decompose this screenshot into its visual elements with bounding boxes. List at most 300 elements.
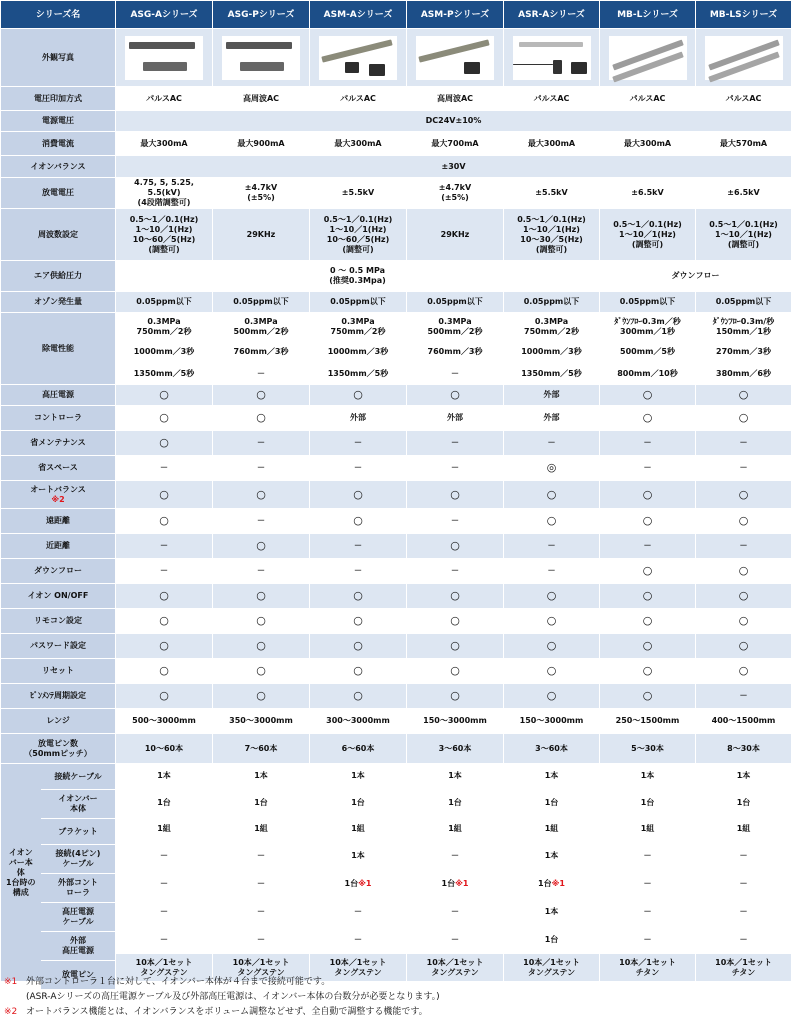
cell: － (213, 926, 310, 954)
product-photo-asg-a (116, 29, 213, 87)
cell: ﾀﾞｳﾝﾌﾛｰ0.3m/秒 150mm／1秒 (696, 313, 791, 341)
footnote-1-detail: (ASR-Aシリーズの高圧電源ケーブル及び外部高圧電源は、イオンバー本体の台数分が必要となります。) (26, 992, 440, 1002)
cell: 400～1500mm (696, 709, 791, 734)
cell: ○ (600, 634, 696, 659)
row-label: ﾋﾟﾝﾒﾝﾃ周期設定 (1, 684, 116, 709)
cell: 300～3000mm (310, 709, 407, 734)
cell: ○ (696, 609, 791, 634)
cell: 10～60本 (116, 734, 213, 764)
feature-row (1, 481, 791, 509)
cell: 250～1500mm (600, 709, 696, 734)
row-label: ダウンフロー (1, 559, 116, 584)
cell: 10本／1セット タングステン (213, 954, 310, 982)
cell: ○ (116, 584, 213, 609)
cell: ○ (116, 431, 213, 456)
cell: 1台 (116, 789, 213, 817)
cell: ﾀﾞｳﾝﾌﾛｰ0.3m／秒 300mm／1秒 (600, 313, 696, 341)
cell: － (600, 431, 696, 456)
cell: 760mm／3秒 (213, 341, 310, 363)
cell: 1組 (504, 817, 600, 842)
cell: ○ (407, 584, 504, 609)
cell: ○ (213, 684, 310, 709)
footnote-2: ※2 オートバランス機能とは、イオンバランスをボリューム調整などせず、全自動で調整する機能です。 (4, 1007, 428, 1017)
performance-row (1, 341, 791, 363)
cell: 外部 (504, 385, 600, 406)
cell: 1本 (504, 842, 600, 870)
row-label: 電源電圧 (1, 111, 116, 132)
config-sublabel: イオンバー 本体 (41, 790, 115, 819)
cell: 10本／1セット タングステン (504, 954, 600, 982)
cell: 1000mm／3秒 (310, 341, 407, 363)
cell: ±5.5kV (310, 178, 407, 209)
cell: ○ (696, 559, 791, 584)
cell: － (213, 898, 310, 926)
cell: 0.3MPa 750mm／2秒 (504, 313, 600, 341)
row-label: 遠距離 (1, 509, 116, 534)
cell: ○ (504, 481, 600, 509)
cell: 1本 (310, 764, 407, 789)
feature-row (1, 431, 791, 456)
cell: ○ (600, 659, 696, 684)
cell: ○ (310, 584, 407, 609)
cell: 1台 (696, 789, 791, 817)
cell: 1台 (504, 789, 600, 817)
cell: － (310, 559, 407, 584)
cell: 1台 (213, 789, 310, 817)
cell: ○ (310, 634, 407, 659)
cell: 0.5～1／0.1(Hz) 1～10／1(Hz) (調整可) (600, 209, 696, 261)
feature-row (1, 406, 791, 431)
series-header: ASG-Aシリーズ (116, 1, 213, 29)
cell: ○ (407, 385, 504, 406)
header-row (1, 1, 791, 29)
cell: 10本／1セット チタン (696, 954, 791, 982)
cell: ○ (696, 509, 791, 534)
cell: 1本 (504, 764, 600, 789)
merged-cell: DC24V±10% (116, 111, 791, 132)
footnote-1: ※1 外部コントローラ１台に対して、イオンバー本体が４台まで接続可能です。 (4, 977, 331, 987)
feature-row (1, 684, 791, 709)
cell: ○ (116, 509, 213, 534)
cell: 1本 (407, 764, 504, 789)
cell: 最大300mA (310, 132, 407, 156)
cell: － (116, 559, 213, 584)
row-label: パスワード設定 (1, 634, 116, 659)
merged-cell: ±30V (116, 156, 791, 178)
ozone-row (1, 292, 791, 313)
series-header: ASG-Pシリーズ (213, 1, 310, 29)
cell: ○ (600, 406, 696, 431)
config-row (1, 842, 791, 870)
cell: － (116, 870, 213, 898)
feature-row (1, 659, 791, 684)
cell: 1本 (213, 764, 310, 789)
cell: 1本 (600, 764, 696, 789)
cell: 1000mm／3秒 (504, 341, 600, 363)
cell: 380mm／6秒 (696, 363, 791, 385)
cell: 150～3000mm (504, 709, 600, 734)
cell: － (696, 456, 791, 481)
config-row (1, 789, 791, 817)
cell: 800mm／10秒 (600, 363, 696, 385)
cell: 8～30本 (696, 734, 791, 764)
cell: ○ (504, 684, 600, 709)
performance-row (1, 313, 791, 341)
cell: － (600, 842, 696, 870)
product-photo-asg-p (213, 29, 310, 87)
cell: － (310, 456, 407, 481)
header-corner: シリーズ名 (1, 1, 116, 29)
cell: ○ (407, 609, 504, 634)
cell: 0.5～1／0.1(Hz) 1～10／1(Hz) (調整可) (696, 209, 791, 261)
footnote-ref-1: ※1 (551, 878, 565, 888)
cell: － (213, 363, 310, 385)
row-label: リセット (1, 659, 116, 684)
cell: 0.5～1／0.1(Hz) 1～10／1(Hz) 10～30／5(Hz) (調整可) (504, 209, 600, 261)
feature-row (1, 609, 791, 634)
cell: ○ (504, 584, 600, 609)
cell: ○ (696, 584, 791, 609)
config-sublabel: 外部 高圧電源 (41, 932, 115, 961)
cell: 1組 (213, 817, 310, 842)
cell: 1組 (407, 817, 504, 842)
cell: ○ (600, 509, 696, 534)
row-label: 除電性能 (1, 313, 116, 385)
cell: 29KHz (213, 209, 310, 261)
cell: 1台 (504, 926, 600, 954)
cell: 29KHz (407, 209, 504, 261)
cell: 1350mm／5秒 (116, 363, 213, 385)
row-label: イオン ON/OFF (1, 584, 116, 609)
cell: 1台※1 (504, 870, 600, 898)
row-label: 近距離 (1, 534, 116, 559)
cell: ±5.5kV (504, 178, 600, 209)
cell: － (600, 926, 696, 954)
air-pressure-row (1, 261, 791, 292)
cell: 5～30本 (600, 734, 696, 764)
cell: ○ (407, 684, 504, 709)
feature-row (1, 559, 791, 584)
cell: 1本 (696, 764, 791, 789)
cell: ○ (407, 481, 504, 509)
cell: 高周波AC (407, 87, 504, 111)
cell: ○ (600, 385, 696, 406)
cell: － (116, 898, 213, 926)
series-header: ASM-Aシリーズ (310, 1, 407, 29)
config-sublabel: 接続(4ピン) ケーブル (41, 845, 115, 874)
config-sublabel: 外部コント ローラ (41, 874, 115, 903)
cell: 150～3000mm (407, 709, 504, 734)
cell: パルスAC (696, 87, 791, 111)
cell: － (407, 509, 504, 534)
cell: 0.05ppm以下 (310, 292, 407, 313)
cell: － (696, 684, 791, 709)
row-label: リモコン設定 (1, 609, 116, 634)
cell: 1本 (310, 842, 407, 870)
cell: ○ (116, 659, 213, 684)
cell: ○ (310, 481, 407, 509)
cell: － (310, 926, 407, 954)
cell: 10本／1セット タングステン (407, 954, 504, 982)
cell: 外部 (504, 406, 600, 431)
power-current-row (1, 132, 791, 156)
cell: 0.3MPa 500mm／2秒 (213, 313, 310, 341)
cell: ○ (213, 534, 310, 559)
cell: ○ (407, 634, 504, 659)
cell: 0.05ppm以下 (504, 292, 600, 313)
cell: ○ (310, 684, 407, 709)
cell: ○ (600, 559, 696, 584)
cell: － (696, 431, 791, 456)
cell: 1台※1 (310, 870, 407, 898)
cell: ○ (213, 406, 310, 431)
config-row (1, 817, 791, 842)
cell: 0.05ppm以下 (696, 292, 791, 313)
cell: 外部 (310, 406, 407, 431)
feature-row (1, 634, 791, 659)
cell: ±6.5kV (696, 178, 791, 209)
cell: ○ (213, 659, 310, 684)
cell: 1台 (407, 789, 504, 817)
cell: － (696, 870, 791, 898)
cell: 1台 (310, 789, 407, 817)
cell: － (696, 926, 791, 954)
cell: － (600, 456, 696, 481)
cell: － (116, 842, 213, 870)
footnotes (4, 975, 787, 1020)
row-label: レンジ (1, 709, 116, 734)
cell: ±4.7kV (±5%) (407, 178, 504, 209)
cell: － (407, 456, 504, 481)
cell: ±4.7kV (±5%) (213, 178, 310, 209)
row-label: 外観写真 (1, 29, 116, 87)
cell: ○ (310, 385, 407, 406)
cell: ○ (696, 634, 791, 659)
merged-cell: ダウンフロー (600, 261, 791, 292)
cell: ○ (310, 509, 407, 534)
cell: － (213, 431, 310, 456)
config-group-title: イオン バー本 体 1台時の 構成 (1, 848, 41, 898)
cell: ○ (116, 634, 213, 659)
footnote-ref-1: ※1 (358, 878, 372, 888)
cell: 1本 (504, 898, 600, 926)
cell: 最大570mA (696, 132, 791, 156)
cell: 0.05ppm以下 (116, 292, 213, 313)
cell: ○ (407, 534, 504, 559)
cell: ○ (116, 406, 213, 431)
cell: ○ (310, 659, 407, 684)
power-voltage-row (1, 111, 791, 132)
cell: － (600, 534, 696, 559)
config-row (1, 764, 791, 789)
range-row (1, 709, 791, 734)
row-label: 周波数設定 (1, 209, 116, 261)
pins-row (1, 734, 791, 764)
cell: － (310, 431, 407, 456)
cell: － (600, 898, 696, 926)
cell: － (407, 431, 504, 456)
series-header: MB-Lシリーズ (600, 1, 696, 29)
cell: － (310, 898, 407, 926)
cell: ○ (116, 481, 213, 509)
ion-balance-row (1, 156, 791, 178)
cell: － (407, 842, 504, 870)
row-label: 高圧電源 (1, 385, 116, 406)
series-header: ASM-Pシリーズ (407, 1, 504, 29)
cell: ◎ (504, 456, 600, 481)
cell: － (213, 870, 310, 898)
cell: － (116, 926, 213, 954)
cell: － (504, 431, 600, 456)
cell: ○ (116, 609, 213, 634)
cell: － (116, 456, 213, 481)
cell: 0.5～1／0.1(Hz) 1～10／1(Hz) 10～60／5(Hz) (調整可) (116, 209, 213, 261)
cell: 1組 (116, 817, 213, 842)
cell: 0.3MPa 750mm／2秒 (310, 313, 407, 341)
cell: － (407, 559, 504, 584)
row-label: 電圧印加方式 (1, 87, 116, 111)
cell: － (600, 870, 696, 898)
cell: パルスAC (504, 87, 600, 111)
cell: － (213, 559, 310, 584)
cell: 3～60本 (504, 734, 600, 764)
cell: － (504, 559, 600, 584)
row-label: 放電ピン数 （50mmピッチ） (1, 734, 116, 764)
cell: － (116, 534, 213, 559)
config-row (1, 926, 791, 954)
feature-row (1, 385, 791, 406)
cell: 500mm／5秒 (600, 341, 696, 363)
cell: 6～60本 (310, 734, 407, 764)
row-label: 消費電流 (1, 132, 116, 156)
cell: 760mm／3秒 (407, 341, 504, 363)
cell: ○ (213, 481, 310, 509)
row-label: 省スペース (1, 456, 116, 481)
cell: － (696, 842, 791, 870)
config-sublabel: 高圧電源 ケーブル (41, 903, 115, 932)
cell: 10本／1セット タングステン (310, 954, 407, 982)
discharge-voltage-row (1, 178, 791, 209)
cell: － (213, 456, 310, 481)
cell: 外部 (407, 406, 504, 431)
cell: 1組 (696, 817, 791, 842)
frequency-row (1, 209, 791, 261)
cell: 1000mm／3秒 (116, 341, 213, 363)
cell: ○ (600, 481, 696, 509)
cell: － (696, 534, 791, 559)
config-sublabel: ブラケット (41, 819, 115, 845)
cell: 最大700mA (407, 132, 504, 156)
footnote-ref-2: ※2 (51, 494, 65, 504)
cell: ○ (600, 584, 696, 609)
cell: － (213, 842, 310, 870)
product-photo-mb-ls (696, 29, 791, 87)
cell: 4.75, 5, 5.25, 5.5(kV) (4段階調整可) (116, 178, 213, 209)
cell: 0.3MPa 750mm／2秒 (116, 313, 213, 341)
series-header: MB-LSシリーズ (696, 1, 791, 29)
performance-row (1, 363, 791, 385)
row-label: 省メンテナンス (1, 431, 116, 456)
cell: 最大300mA (600, 132, 696, 156)
cell: パルスAC (310, 87, 407, 111)
cell: 500～3000mm (116, 709, 213, 734)
cell: － (407, 926, 504, 954)
config-row (1, 898, 791, 926)
cell: 1350mm／5秒 (310, 363, 407, 385)
row-label: コントローラ (1, 406, 116, 431)
feature-row (1, 534, 791, 559)
cell: 270mm／3秒 (696, 341, 791, 363)
product-photo-asr-a (504, 29, 600, 87)
cell: － (407, 898, 504, 926)
product-photo-asm-a (310, 29, 407, 87)
row-label: 放電電圧 (1, 178, 116, 209)
voltage-method-row (1, 87, 791, 111)
cell: ○ (696, 659, 791, 684)
cell: ○ (504, 609, 600, 634)
cell: 10本／1セット チタン (600, 954, 696, 982)
cell: ○ (600, 684, 696, 709)
cell: ○ (504, 659, 600, 684)
cell: ○ (407, 659, 504, 684)
cell: 1組 (310, 817, 407, 842)
cell: 0.05ppm以下 (600, 292, 696, 313)
cell: ○ (310, 609, 407, 634)
product-photo-asm-p (407, 29, 504, 87)
cell: ○ (696, 385, 791, 406)
config-sublabel: 放電ピン (41, 961, 115, 989)
feature-row (1, 509, 791, 534)
cell: 最大300mA (116, 132, 213, 156)
photo-row (1, 29, 791, 87)
config-sublabel: 接続ケーブル (41, 764, 115, 790)
cell: 1台※1 (407, 870, 504, 898)
cell: ○ (213, 609, 310, 634)
cell: 1本 (116, 764, 213, 789)
cell: 高周波AC (213, 87, 310, 111)
cell: ○ (504, 634, 600, 659)
merged-cell: 0 ～ 0.5 MPa (推奨0.3Mpa) (116, 261, 600, 292)
cell: ○ (504, 509, 600, 534)
cell: パルスAC (116, 87, 213, 111)
cell: － (407, 363, 504, 385)
cell: － (696, 898, 791, 926)
cell: 7～60本 (213, 734, 310, 764)
cell: ○ (213, 634, 310, 659)
cell: 1350mm／5秒 (504, 363, 600, 385)
cell: － (504, 534, 600, 559)
row-label: オートバランス ※2 (1, 481, 116, 509)
cell: 350～3000mm (213, 709, 310, 734)
config-sublabels (41, 764, 115, 989)
cell: ○ (696, 406, 791, 431)
product-photo-mb-l (600, 29, 696, 87)
cell: 1台 (600, 789, 696, 817)
cell: 0.3MPa 500mm／2秒 (407, 313, 504, 341)
cell: ±6.5kV (600, 178, 696, 209)
cell: ○ (213, 385, 310, 406)
feature-row (1, 584, 791, 609)
row-label: オゾン発生量 (1, 292, 116, 313)
feature-row (1, 456, 791, 481)
cell: ○ (696, 481, 791, 509)
cell: － (310, 534, 407, 559)
cell: 最大900mA (213, 132, 310, 156)
cell: パルスAC (600, 87, 696, 111)
cell: ○ (600, 609, 696, 634)
cell: ○ (116, 684, 213, 709)
cell: 最大300mA (504, 132, 600, 156)
